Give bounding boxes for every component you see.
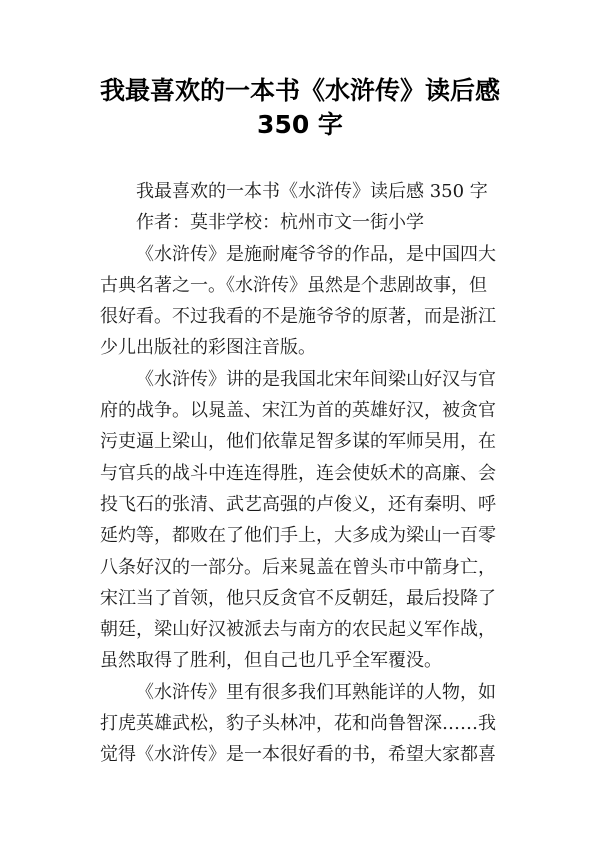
paragraph-2-line: 八条好汉的一部分。后来晁盖在曾头市中箭身亡， [100, 556, 496, 578]
paragraph-2-line: 虽然取得了胜利，但自己也几乎全军覆没。 [100, 650, 442, 672]
subtitle-line: 我最喜欢的一本书《水浒传》读后感 350 字 [136, 181, 488, 202]
paragraph-2-line: 府的战争。以晁盖、宋江为首的英雄好汉，被贪官 [100, 400, 496, 422]
paragraph-1-line: 少儿出版社的彩图注音版。 [100, 337, 316, 359]
paragraph-1-line: 很好看。不过我看的不是施爷爷的原著，而是浙江 [100, 306, 496, 328]
paragraph-2-line: 与官兵的战斗中连连得胜，连会使妖术的高廉、会 [100, 462, 496, 484]
paragraph-3-line: 打虎英雄武松，豹子头林冲，花和尚鲁智深……我 [100, 713, 496, 735]
paragraph-3-line: 觉得《水浒传》是一本很好看的书，希望大家都喜 [100, 744, 496, 766]
document-title-line-1: 我最喜欢的一本书《水浒传》读后感 [99, 76, 500, 105]
paragraph-3-line: 《水浒传》里有很多我们耳熟能详的人物，如 [136, 681, 496, 703]
document-body [100, 176, 512, 771]
paragraph-2-line: 延灼等，都败在了他们手上，大多成为梁山一百零 [100, 525, 496, 547]
document-title-line-2: 350 字 [257, 110, 343, 139]
paragraph-2-line: 《水浒传》讲的是我国北宋年间梁山好汉与官 [136, 368, 496, 390]
author-line: 作者：莫非学校：杭州市文一街小学 [136, 212, 424, 234]
paragraph-1-line: 古典名著之一。《水浒传》虽然是个悲剧故事，但 [100, 274, 487, 296]
paragraph-2-line: 宋江当了首领，他只反贪官不反朝廷，最后投降了 [100, 587, 496, 609]
paragraph-2-line: 污吏逼上梁山，他们依靠足智多谋的军师吴用，在 [100, 431, 496, 453]
paragraph-2-line: 投飞石的张清、武艺高强的卢俊义，还有秦明、呼 [100, 493, 496, 515]
paragraph-1-line: 《水浒传》是施耐庵爷爷的作品，是中国四大 [136, 243, 496, 265]
paragraph-2-line: 朝廷，梁山好汉被派去与南方的农民起义军作战， [100, 619, 496, 641]
